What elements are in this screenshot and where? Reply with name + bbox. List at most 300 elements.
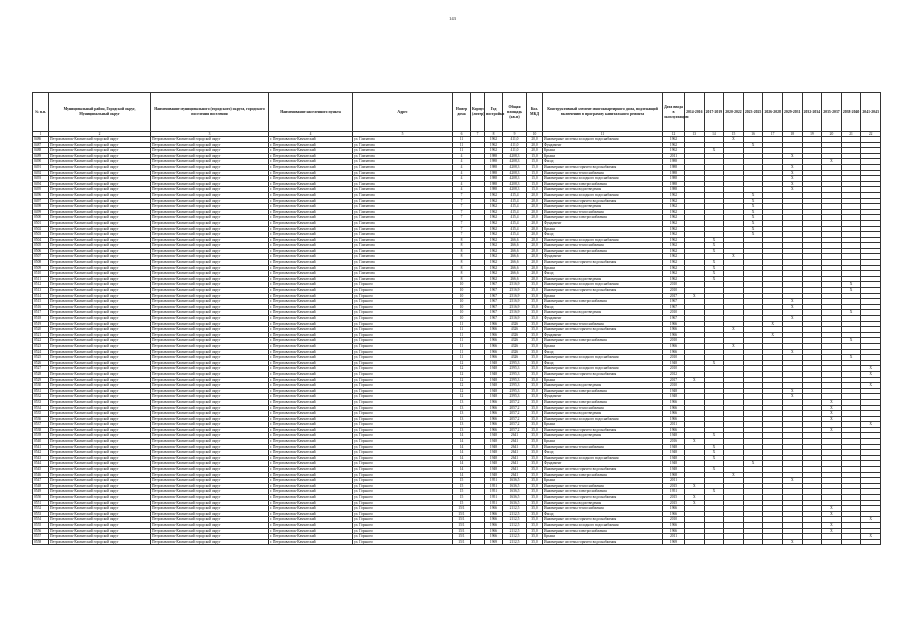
table-cell: 14 <box>453 450 471 456</box>
table-cell: Крыша <box>543 422 663 428</box>
table-cell: ул. Гамзатова <box>353 254 453 260</box>
table-cell: 35,0 <box>527 405 543 411</box>
table-cell: 15 <box>453 495 471 501</box>
table-cell: Петропавловск-Камчатский городской округ <box>49 282 151 288</box>
table-cell: Петропавловск-Камчатский городской округ <box>151 243 269 249</box>
table-cell: 1962 <box>663 220 685 226</box>
table-cell: Петропавловск-Камчатский городской округ <box>151 517 269 523</box>
table-cell: г. Петропавловск-Камчатский <box>269 176 353 182</box>
table-cell: 2057,2 <box>503 411 527 417</box>
table-cell: 15 <box>453 500 471 506</box>
table-cell: 1969 <box>485 539 503 545</box>
table-cell: 1962 <box>663 209 685 215</box>
table-cell: 8 <box>453 260 471 266</box>
table-cell: Петропавловск-Камчатский городской округ <box>49 316 151 322</box>
table-cell: 1962 <box>485 276 503 282</box>
table-cell: ул. Горького <box>353 500 453 506</box>
schedule-cell: X <box>841 355 861 361</box>
table-cell: 1988 <box>485 170 503 176</box>
table-cell: 15,0 <box>527 176 543 182</box>
table-cell: 11 <box>453 338 471 344</box>
table-cell: Петропавловск-Камчатский городской округ <box>49 539 151 545</box>
table-cell: 4326 <box>503 338 527 344</box>
schedule-cell: X <box>841 288 861 294</box>
table-cell: 7 <box>453 192 471 198</box>
schedule-cell: X <box>782 187 802 193</box>
table-cell: 35,0 <box>527 539 543 545</box>
table-cell: 1636,5 <box>503 495 527 501</box>
schedule-cell <box>822 539 842 545</box>
table-cell: г. Петропавловск-Камчатский <box>269 170 353 176</box>
table-cell: 0554 <box>33 517 49 523</box>
table-cell: г. Петропавловск-Камчатский <box>269 467 353 473</box>
table-cell: 2011 <box>663 153 685 159</box>
table-cell: 0529 <box>33 377 49 383</box>
table-cell: 0544 <box>33 461 49 467</box>
table-cell: Фасад <box>543 232 663 238</box>
table-cell: ул. Горького <box>353 343 453 349</box>
table-cell: 1966 <box>663 399 685 405</box>
table-cell: 1962 <box>663 198 685 204</box>
table-cell: 0491 <box>33 164 49 170</box>
table-cell: 0533 <box>33 399 49 405</box>
table-cell: г. Петропавловск-Камчатский <box>269 282 353 288</box>
column-header: 2029-2031 <box>782 93 802 132</box>
schedule-cell: X <box>782 394 802 400</box>
table-cell: ул. Горького <box>353 371 453 377</box>
table-cell: ул. Горького <box>353 433 453 439</box>
table-cell: Петропавловск-Камчатский городской округ <box>151 394 269 400</box>
table-cell: 1636,5 <box>503 483 527 489</box>
table-cell: Инженерные системы водоотведения <box>543 500 663 506</box>
table-cell: 35,0 <box>527 483 543 489</box>
table-cell: 0511 <box>33 276 49 282</box>
table-cell: 7 <box>453 215 471 221</box>
table-cell: 15/1 <box>453 511 471 517</box>
table-cell: 20,0 <box>527 215 543 221</box>
table-cell: 14 <box>453 433 471 439</box>
table-cell: 15,0 <box>527 164 543 170</box>
table-cell: 11 <box>453 327 471 333</box>
table-cell: Петропавловск-Камчатский городской округ <box>151 310 269 316</box>
schedule-cell: X <box>743 142 763 148</box>
table-cell: ул. Горького <box>353 405 453 411</box>
table-cell: 1948 <box>485 467 503 473</box>
schedule-cell: X <box>782 316 802 322</box>
table-cell: 0530 <box>33 383 49 389</box>
table-cell: 1967 <box>485 316 503 322</box>
table-cell: 15 <box>453 483 471 489</box>
table-cell: Инженерные системы горячего водоснабжения <box>543 198 663 204</box>
table-cell: 1967 <box>663 299 685 305</box>
table-cell: 15/1 <box>453 528 471 534</box>
table-cell: Инженерные системы водоотведения <box>543 204 663 210</box>
column-header: Общая площадь (кв.м) <box>503 93 527 132</box>
table-cell: Инженерные системы теплоснабжения <box>543 405 663 411</box>
column-header: 2023-2025 <box>743 93 763 132</box>
table-cell: Инженерные системы горячего водоснабжения <box>543 164 663 170</box>
table-cell: Петропавловск-Камчатский городской округ <box>151 472 269 478</box>
table-cell: ул. Горького <box>353 522 453 528</box>
table-cell: Петропавловск-Камчатский городской округ <box>49 349 151 355</box>
table-cell: 11 <box>453 332 471 338</box>
schedule-cell <box>724 539 744 545</box>
table-cell: ул. Горького <box>353 528 453 534</box>
table-cell: 1948 <box>663 394 685 400</box>
table-cell: Фундамент <box>543 461 663 467</box>
table-cell: Петропавловск-Камчатский городской округ <box>151 204 269 210</box>
table-cell: г. Петропавловск-Камчатский <box>269 204 353 210</box>
table-cell: 2011 <box>663 422 685 428</box>
table-cell: г. Петропавловск-Камчатский <box>269 327 353 333</box>
table-cell: Петропавловск-Камчатский городской округ <box>151 176 269 182</box>
table-cell: Петропавловск-Камчатский городской округ <box>49 153 151 159</box>
table-cell: 1967 <box>663 316 685 322</box>
table-cell: 20,0 <box>527 204 543 210</box>
table-cell: Петропавловск-Камчатский городской округ <box>151 478 269 484</box>
table-cell: 1988 <box>485 187 503 193</box>
column-number: 9 <box>503 132 527 137</box>
table-cell: 1966 <box>485 534 503 540</box>
table-cell: Петропавловск-Камчатский городской округ <box>151 349 269 355</box>
schedule-cell: X <box>724 137 744 143</box>
schedule-cell: X <box>704 450 724 456</box>
table-cell: 4326 <box>503 349 527 355</box>
table-cell: 1966 <box>663 349 685 355</box>
table-cell: 35,0 <box>527 411 543 417</box>
table-cell: Петропавловск-Камчатский городской округ <box>151 355 269 361</box>
table-cell: Петропавловск-Камчатский городской округ <box>151 159 269 165</box>
table-cell: 0539 <box>33 433 49 439</box>
table-cell: 35,0 <box>527 332 543 338</box>
table-cell: 1988 <box>485 164 503 170</box>
table-cell: 0490 <box>33 159 49 165</box>
schedule-cell: X <box>782 478 802 484</box>
table-cell: Петропавловск-Камчатский городской округ <box>49 299 151 305</box>
table-cell: 1948 <box>663 455 685 461</box>
table-cell: 0492 <box>33 170 49 176</box>
column-number: 15 <box>724 132 744 137</box>
table-cell: Петропавловск-Камчатский городской округ <box>49 467 151 473</box>
table-cell: г. Петропавловск-Камчатский <box>269 349 353 355</box>
table-cell: Петропавловск-Камчатский городской округ <box>151 321 269 327</box>
table-cell: Петропавловск-Камчатский городской округ <box>151 489 269 495</box>
table-cell: ул. Горького <box>353 495 453 501</box>
table-cell: 1988 <box>663 164 685 170</box>
table-cell: Петропавловск-Камчатский городской округ <box>49 176 151 182</box>
column-header: Муниципальный район, Городской округ, Муниципальный округ <box>49 93 151 132</box>
table-cell: Инженерные системы теплоснабжения <box>543 170 663 176</box>
table-cell: 35,0 <box>527 433 543 439</box>
table-cell: 7 <box>453 209 471 215</box>
table-cell: 11 <box>453 321 471 327</box>
table-cell: 266,6 <box>503 248 527 254</box>
table-cell: Петропавловск-Камчатский городской округ <box>151 153 269 159</box>
table-cell: Инженерные системы теплоснабжения <box>543 243 663 249</box>
table-cell: 2641 <box>503 450 527 456</box>
table-cell: 1948 <box>663 444 685 450</box>
table-cell: ул. Гамзатова <box>353 237 453 243</box>
table-cell: 0502 <box>33 226 49 232</box>
table-cell: 13 <box>453 422 471 428</box>
table-cell: 1948 <box>485 383 503 389</box>
table-cell: 0534 <box>33 405 49 411</box>
table-cell: Петропавловск-Камчатский городской округ <box>49 260 151 266</box>
table-cell: 8 <box>453 254 471 260</box>
table-cell: 2516,9 <box>503 293 527 299</box>
table-cell: 1966 <box>663 506 685 512</box>
table-cell: 1636,5 <box>503 478 527 484</box>
table-cell: 11 <box>453 355 471 361</box>
table-cell: 10 <box>453 288 471 294</box>
table-cell: Петропавловск-Камчатский городской округ <box>49 232 151 238</box>
table-cell: 35,0 <box>527 377 543 383</box>
table-cell: ул. Горького <box>353 455 453 461</box>
table-cell: 0505 <box>33 243 49 249</box>
table-cell: 1962 <box>663 271 685 277</box>
table-cell: 2516,9 <box>503 282 527 288</box>
table-cell: 35,0 <box>527 472 543 478</box>
table-cell: 4 <box>453 181 471 187</box>
schedule-cell <box>685 539 705 545</box>
column-header: Год постройки <box>485 93 503 132</box>
table-cell: Петропавловск-Камчатский городской округ <box>49 198 151 204</box>
table-cell: 35,0 <box>527 388 543 394</box>
table-cell: 8 <box>453 271 471 277</box>
table-cell: 20,0 <box>527 137 543 143</box>
table-cell: 35,0 <box>527 394 543 400</box>
table-cell: 2641 <box>503 467 527 473</box>
schedule-cell: X <box>724 472 744 478</box>
table-cell: 0516 <box>33 304 49 310</box>
table-cell: Крыша <box>543 265 663 271</box>
table-cell: г. Петропавловск-Камчатский <box>269 153 353 159</box>
schedule-cell: X <box>822 405 842 411</box>
table-cell: 1948 <box>485 377 503 383</box>
table-cell: 12 <box>453 383 471 389</box>
table-cell: 0551 <box>33 500 49 506</box>
table-cell: 20,0 <box>527 243 543 249</box>
table-cell: ул. Горького <box>353 366 453 372</box>
schedule-cell: X <box>861 371 881 377</box>
table-cell: 20,0 <box>527 248 543 254</box>
table-cell: Петропавловск-Камчатский городской округ <box>49 142 151 148</box>
table-cell: 35,0 <box>527 293 543 299</box>
column-number: 21 <box>841 132 861 137</box>
schedule-cell: X <box>841 338 861 344</box>
table-cell: 2641 <box>503 433 527 439</box>
table-cell: 10 <box>453 293 471 299</box>
table-cell: 2010 <box>663 288 685 294</box>
column-number: 22 <box>861 132 881 137</box>
table-cell: ул. Горького <box>353 539 453 545</box>
table-cell: ул. Горького <box>353 517 453 523</box>
table-cell: 0520 <box>33 327 49 333</box>
column-number: 10 <box>527 132 543 137</box>
column-header: Номер дома <box>453 93 471 132</box>
table-cell: 2595,3 <box>503 366 527 372</box>
table-cell: 20,0 <box>527 260 543 266</box>
table-cell: г. Петропавловск-Камчатский <box>269 455 353 461</box>
schedule-cell: X <box>704 433 724 439</box>
table-cell: 15,0 <box>527 159 543 165</box>
table-cell: Петропавловск-Камчатский городской округ <box>49 321 151 327</box>
table-cell: 2010 <box>663 517 685 523</box>
table-cell: 0549 <box>33 489 49 495</box>
table-cell: 20,0 <box>527 232 543 238</box>
column-number: 7 <box>471 132 485 137</box>
schedule-cell: X <box>782 388 802 394</box>
schedule-cell: X <box>704 455 724 461</box>
table-cell: ул. Горького <box>353 467 453 473</box>
table-cell: Петропавловск-Камчатский городской округ <box>49 439 151 445</box>
table-cell: 4208,3 <box>503 170 527 176</box>
table-cell: Петропавловск-Камчатский городской округ <box>49 433 151 439</box>
table-cell: 20,0 <box>527 271 543 277</box>
table-cell: Петропавловск-Камчатский городской округ <box>151 187 269 193</box>
table-cell: г. Петропавловск-Камчатский <box>269 489 353 495</box>
table-cell: 8 <box>453 243 471 249</box>
table-cell: Фундамент <box>543 142 663 148</box>
table-cell: 1966 <box>485 517 503 523</box>
table-cell: Петропавловск-Камчатский городской округ <box>49 455 151 461</box>
schedule-cell: X <box>685 293 705 299</box>
table-cell: ул. Горького <box>353 483 453 489</box>
table-cell: 1948 <box>485 450 503 456</box>
table-cell: 4 <box>453 187 471 193</box>
table-cell: Петропавловск-Камчатский городской округ <box>49 220 151 226</box>
schedule-cell: X <box>841 282 861 288</box>
table-cell: Петропавловск-Камчатский городской округ <box>49 534 151 540</box>
table-cell: 2641 <box>503 444 527 450</box>
table-cell: 0504 <box>33 237 49 243</box>
schedule-cell <box>743 539 763 545</box>
table-cell: Инженерные системы горячего водоснабжения <box>543 467 663 473</box>
table-cell: 2595,3 <box>503 394 527 400</box>
table-cell: 1966 <box>485 522 503 528</box>
table-cell: Петропавловск-Камчатский городской округ <box>49 237 151 243</box>
table-cell: 7 <box>453 232 471 238</box>
table-cell: Инженерные системы горячего водоснабжения <box>543 371 663 377</box>
table-cell: 415,4 <box>503 192 527 198</box>
table-cell: 266,6 <box>503 271 527 277</box>
table-cell: 2516,9 <box>503 288 527 294</box>
table-cell: Инженерные системы теплоснабжения <box>543 321 663 327</box>
table-cell: 15,0 <box>527 170 543 176</box>
table-cell: 1962 <box>485 209 503 215</box>
table-cell: Петропавловск-Камчатский городской округ <box>49 511 151 517</box>
table-cell: Петропавловск-Камчатский городской округ <box>151 422 269 428</box>
table-cell: Петропавловск-Камчатский городской округ <box>151 433 269 439</box>
table-cell: Петропавловск-Камчатский городской округ <box>49 327 151 333</box>
table-cell: 2015 <box>663 500 685 506</box>
table-cell: г. Петропавловск-Камчатский <box>269 506 353 512</box>
table-cell: 0498 <box>33 204 49 210</box>
table-cell: 1948 <box>485 433 503 439</box>
table-cell: Петропавловск-Камчатский городской округ <box>49 422 151 428</box>
table-cell: г. Петропавловск-Камчатский <box>269 433 353 439</box>
table-cell: ул. Горького <box>353 388 453 394</box>
table-cell: 0507 <box>33 254 49 260</box>
table-cell: Петропавловск-Камчатский городской округ <box>151 265 269 271</box>
table-cell: Петропавловск-Камчатский городской округ <box>49 304 151 310</box>
schedule-cell: X <box>822 506 842 512</box>
table-cell: 1962 <box>663 254 685 260</box>
table-cell: Крыша <box>543 343 663 349</box>
table-cell: Петропавловск-Камчатский городской округ <box>151 450 269 456</box>
table-cell: Петропавловск-Камчатский городской округ <box>151 254 269 260</box>
table-cell: 1962 <box>663 243 685 249</box>
table-cell: г. Петропавловск-Камчатский <box>269 159 353 165</box>
schedule-cell <box>841 539 861 545</box>
table-cell: 4 <box>453 176 471 182</box>
table-cell: ул. Гамзатова <box>353 176 453 182</box>
table-cell: 415,4 <box>503 204 527 210</box>
table-cell: Петропавловск-Камчатский городской округ <box>49 411 151 417</box>
table-cell: Петропавловск-Камчатский городской округ <box>151 405 269 411</box>
table-cell: 15/1 <box>453 522 471 528</box>
table-cell: 15/1 <box>453 539 471 545</box>
table-cell: ул. Гамзатова <box>353 159 453 165</box>
table-cell: 1966 <box>663 416 685 422</box>
schedule-cell: X <box>685 500 705 506</box>
table-cell: 1962 <box>485 142 503 148</box>
table-cell: Петропавловск-Камчатский городской округ <box>49 248 151 254</box>
table-cell: 2112,5 <box>503 528 527 534</box>
table-cell: 0496 <box>33 192 49 198</box>
table-cell: Петропавловск-Камчатский городской округ <box>151 299 269 305</box>
column-header: 2020-2022 <box>724 93 744 132</box>
table-cell: 0538 <box>33 427 49 433</box>
table-cell: г. Петропавловск-Камчатский <box>269 338 353 344</box>
schedule-cell: X <box>704 260 724 266</box>
table-cell: 2641 <box>503 439 527 445</box>
column-header: Наименование населенного пункта <box>269 93 353 132</box>
table-cell: 20,0 <box>527 265 543 271</box>
table-cell: г. Петропавловск-Камчатский <box>269 343 353 349</box>
table-cell: ул. Горького <box>353 299 453 305</box>
table-cell: Петропавловск-Камчатский городской округ <box>151 366 269 372</box>
column-header: Корпус (литер) <box>471 93 485 132</box>
table-cell: Петропавловск-Камчатский городской округ <box>49 276 151 282</box>
table-cell: 15,0 <box>527 153 543 159</box>
table-cell: Петропавловск-Камчатский городской округ <box>151 316 269 322</box>
table-cell: 0499 <box>33 209 49 215</box>
table-cell: ул. Гамзатова <box>353 248 453 254</box>
table-cell: 1962 <box>663 142 685 148</box>
table-cell: 2112,5 <box>503 534 527 540</box>
table-cell: 0514 <box>33 293 49 299</box>
schedule-cell <box>861 539 881 545</box>
table-cell: Инженерные системы теплоснабжения <box>543 209 663 215</box>
table-cell: 1966 <box>485 528 503 534</box>
table-cell: 1948 <box>485 439 503 445</box>
table-cell: Инженерные системы электроснабжения <box>543 181 663 187</box>
table-cell: ул. Горького <box>353 399 453 405</box>
table-cell: 4326 <box>503 321 527 327</box>
table-cell: 2641 <box>503 455 527 461</box>
table-cell: Петропавловск-Камчатский городской округ <box>151 511 269 517</box>
table-cell: 11 <box>453 148 471 154</box>
table-cell: 2112,5 <box>503 517 527 523</box>
table-cell: Инженерные системы водоотведения <box>543 187 663 193</box>
table-cell: 2015 <box>663 495 685 501</box>
table-cell: 2010 <box>663 310 685 316</box>
schedule-cell: X <box>782 176 802 182</box>
table-cell: 415,4 <box>503 232 527 238</box>
table-cell: 15 <box>453 489 471 495</box>
column-header: 2026-2028 <box>763 93 783 132</box>
